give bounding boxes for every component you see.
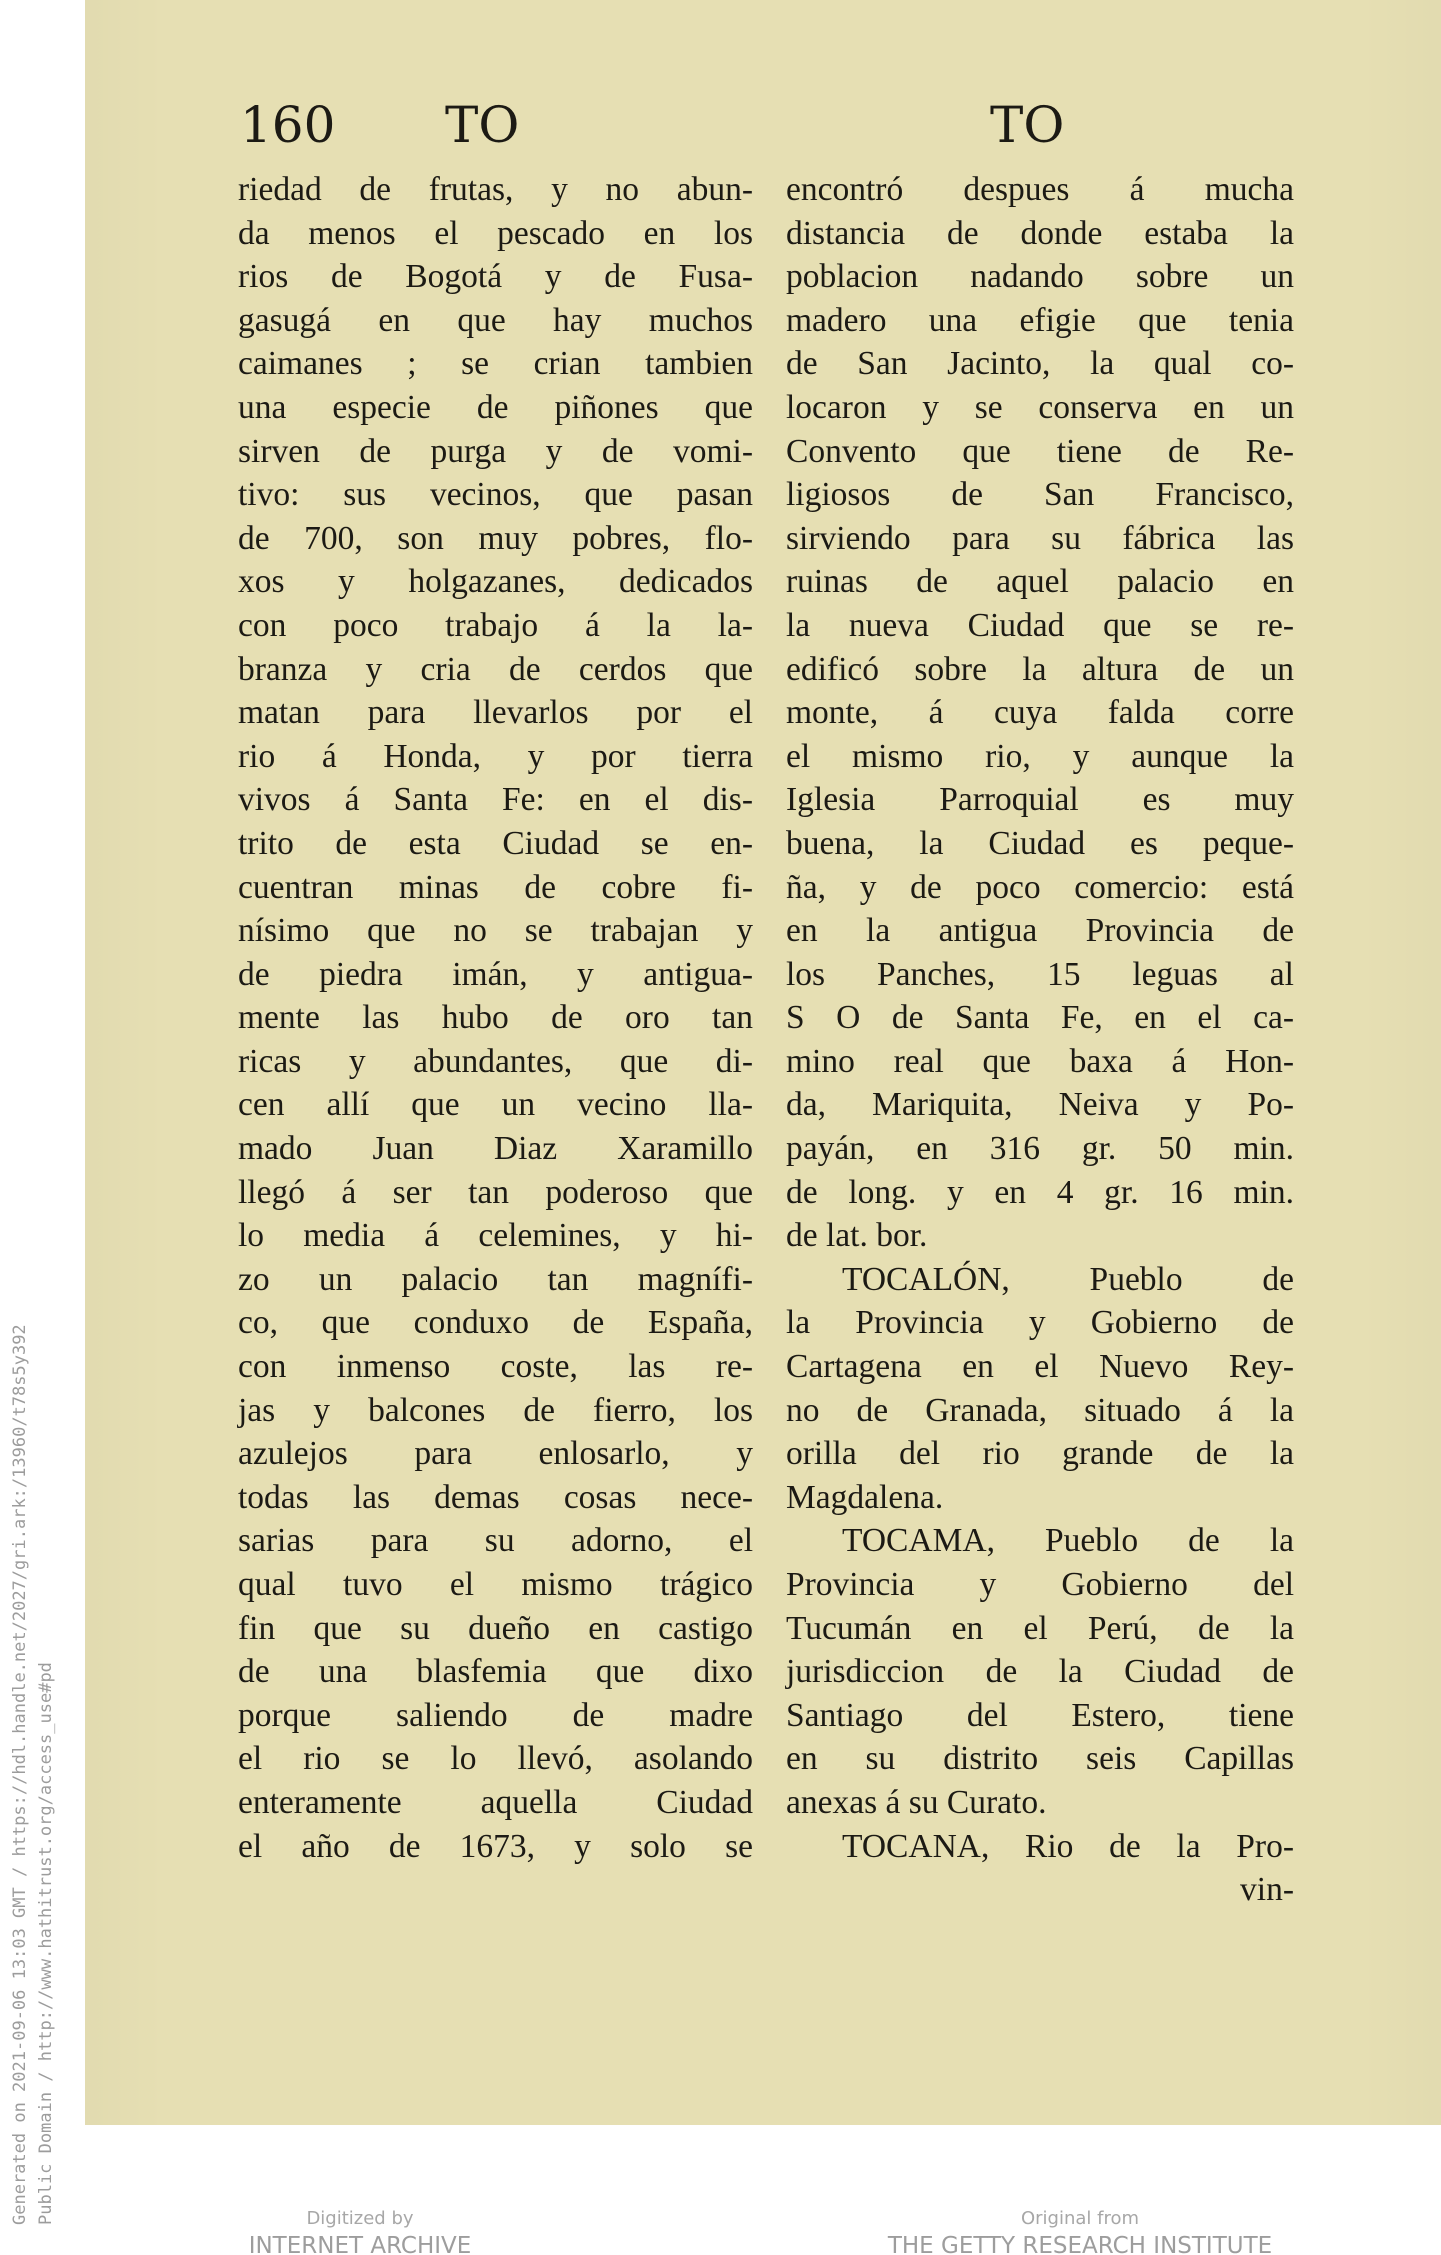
text-line: anexas á su Curato. (786, 1783, 1047, 1821)
text-line: el año de 1673, y solo se (238, 1827, 753, 1865)
text-line: sarias para su adorno, el (238, 1522, 753, 1560)
text-line: jas y balcones de fierro, los (238, 1391, 753, 1429)
original-from-credit (860, 2207, 1300, 2255)
text-line: azulejos para enlosarlo, y (238, 1435, 753, 1473)
text-line: distancia de donde estaba la (786, 214, 1294, 252)
access-watermark (0, 0, 80, 2255)
text-line: Convento que tiene de Re- (786, 432, 1294, 470)
text-line: llegó á ser tan poderoso que (238, 1173, 753, 1211)
text-line: jurisdiccion de la Ciudad de (786, 1653, 1294, 1691)
text-line: de piedra imán, y antigua- (238, 955, 753, 993)
text-line: todas las demas cosas nece- (238, 1478, 753, 1516)
text-line: Provincia y Gobierno del (786, 1566, 1294, 1603)
text-line: de lat. bor. (786, 1217, 928, 1255)
text-line: vivos á Santa Fe: en el dis- (238, 781, 753, 819)
text-line: fin que su dueño en castigo (238, 1609, 753, 1647)
text-line: el mismo rio, y aunque la (786, 737, 1294, 775)
text-line: da, Mariquita, Neiva y Po- (786, 1086, 1294, 1124)
text-line: caimanes ; se crian tambien (238, 345, 753, 383)
text-line: mino real que baxa á Hon- (786, 1042, 1294, 1080)
text-line: TOCAMA, Pueblo de la (842, 1522, 1294, 1560)
text-line: da menos el pescado en los (238, 214, 753, 252)
text-line: Cartagena en el Nuevo Rey- (786, 1348, 1294, 1386)
watermark-line-license: Public Domain / http://www.hathitrust.org/access_use#pd (36, 1662, 56, 2225)
text-line: qual tuvo el mismo trágico (238, 1566, 753, 1603)
text-line: la nueva Ciudad que se re- (786, 606, 1294, 644)
text-line: buena, la Ciudad es peque- (786, 824, 1294, 862)
text-line: de San Jacinto, la qual co- (786, 345, 1294, 383)
text-line: zo un palacio tan magnífi- (238, 1260, 753, 1298)
text-column-left (238, 168, 753, 1868)
running-head-left: TO (445, 96, 520, 154)
text-line: ligiosos de San Francisco, (786, 476, 1294, 514)
text-line: los Panches, 15 leguas al (786, 955, 1294, 993)
text-line: rios de Bogotá y de Fusa- (238, 258, 753, 296)
text-line: de una blasfemia que dixo (238, 1653, 753, 1691)
text-line: cen allí que un vecino lla- (238, 1086, 753, 1124)
text-line: cuentran minas de cobre fi- (238, 868, 753, 906)
text-line: la Provincia y Gobierno de (786, 1304, 1294, 1342)
text-line: payán, en 316 gr. 50 min. (786, 1130, 1294, 1168)
text-line: con inmenso coste, las re- (238, 1348, 753, 1386)
digitized-by-credit (200, 2207, 520, 2255)
text-line: poblacion nadando sobre un (786, 258, 1294, 296)
text-line: nísimo que no se trabajan y (238, 912, 753, 950)
text-line: porque saliendo de madre (238, 1696, 753, 1734)
text-line: rio á Honda, y por tierra (238, 737, 753, 775)
text-line: Santiago del Estero, tiene (786, 1696, 1294, 1734)
digitized-by-label: Digitized by (306, 2208, 414, 2229)
text-line: monte, á cuya falda corre (786, 694, 1294, 732)
text-line: branza y cria de cerdos que (238, 650, 753, 688)
text-line: lo media á celemines, y hi- (238, 1217, 753, 1255)
text-line: sirven de purga y de vomi- (238, 432, 753, 470)
internet-archive-label: INTERNET ARCHIVE (248, 2233, 472, 2255)
text-line: locaron y se conserva en un (786, 388, 1294, 426)
getty-institute-label: THE GETTY RESEARCH INSTITUTE (887, 2233, 1273, 2255)
text-column-right (786, 168, 1294, 1912)
text-line: orilla del rio grande de la (786, 1435, 1294, 1473)
text-line: en su distrito seis Capillas (786, 1740, 1294, 1778)
text-line: de long. y en 4 gr. 16 min. (786, 1173, 1294, 1211)
page-number: 160 (240, 96, 336, 154)
text-line: mado Juan Diaz Xaramillo (238, 1130, 753, 1168)
text-line: ña, y de poco comercio: está (786, 868, 1294, 906)
text-line: xos y holgazanes, dedicados (238, 563, 753, 601)
text-line: el rio se lo llevó, asolando (238, 1740, 753, 1778)
text-line: con poco trabajo á la la- (238, 606, 753, 644)
text-line: mente las hubo de oro tan (238, 999, 753, 1037)
text-line: riedad de frutas, y no abun- (238, 171, 753, 208)
text-line: TOCALÓN, Pueblo de (842, 1260, 1294, 1298)
text-line: trito de esta Ciudad se en- (238, 824, 753, 862)
text-line: una especie de piñones que (238, 388, 753, 426)
text-line: encontró despues á mucha (786, 171, 1294, 208)
watermark-line-generated: Generated on 2021-09-06 13:03 GMT / https://hdl.handle.net/2027/gri.ark:/13960/t78s5y392 (10, 1324, 30, 2225)
text-line: no de Granada, situado á la (786, 1391, 1294, 1429)
text-line: Iglesia Parroquial es muy (786, 781, 1294, 819)
text-line: madero una efigie que tenia (786, 301, 1294, 339)
text-line: ruinas de aquel palacio en (786, 563, 1294, 601)
text-line: co, que conduxo de España, (238, 1304, 753, 1342)
text-line: ricas y abundantes, que di- (238, 1042, 753, 1080)
text-line: edificó sobre la altura de un (786, 650, 1294, 688)
original-from-label: Original from (1020, 2208, 1140, 2229)
text-line: de 700, son muy pobres, flo- (238, 519, 753, 557)
text-line: S O de Santa Fe, en el ca- (786, 999, 1294, 1037)
text-line: tivo: sus vecinos, que pasan (238, 476, 753, 514)
text-line: sirviendo para su fábrica las (786, 519, 1294, 557)
text-line: TOCANA, Rio de la Pro- (842, 1827, 1294, 1865)
running-head-right: TO (990, 96, 1065, 154)
text-line: en la antigua Provincia de (786, 912, 1294, 950)
text-line: Tucumán en el Perú, de la (786, 1609, 1294, 1647)
text-line: Magdalena. (786, 1478, 944, 1516)
text-line: enteramente aquella Ciudad (238, 1783, 753, 1821)
text-line: gasugá en que hay muchos (238, 301, 753, 339)
text-line: vin- (1240, 1871, 1294, 1909)
text-line: matan para llevarlos por el (238, 694, 753, 732)
